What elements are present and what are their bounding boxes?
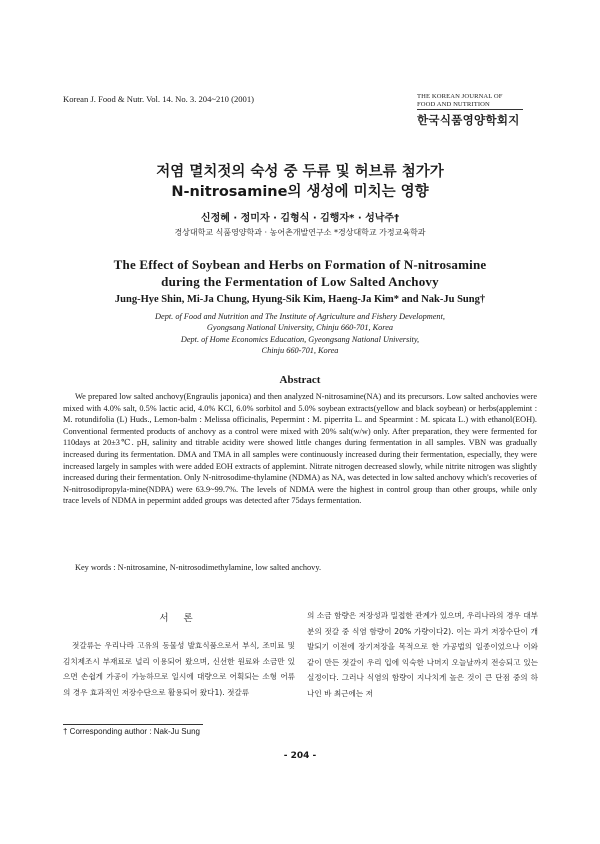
korean-title — [0, 162, 600, 202]
journal-name-rule — [417, 109, 523, 110]
intro-paragraph-left: 젓갈류는 우리나라 고유의 동물성 발효식품으로서 부식, 조미료 및 김치제조시 부재료로 널리 이용되어 왔으며, 신선한 원료와 소금만 있으면 손쉽게 가공이 가능하므로 일시에 대량으로 어획되는 소형 어류의 경우 효과적인 저장수단으로 활용되어 왔다1). 젓갈류 — [63, 641, 295, 697]
affiliation-line: Gyongsang National University, Chinju 660-701, Korea — [206, 323, 394, 333]
page-number: - 204 - — [283, 751, 317, 761]
journal-name-box — [417, 93, 523, 128]
journal-name-ko: 한국식품영양학회지 — [417, 113, 520, 127]
section-heading-introduction: 서 론 — [159, 613, 199, 624]
corresponding-author-footnote: † Corresponding author : Nak-Ju Sung — [63, 727, 200, 736]
journal-citation: Korean J. Food & Nutr. Vol. 14. No. 3. 204~210 (2001) — [63, 94, 255, 104]
english-affiliation — [0, 311, 600, 357]
english-title-line1: The Effect of Soybean and Herbs on Formation of N-nitrosamine — [113, 257, 487, 272]
abstract-text: We prepared low salted anchovy(Engraulis japonica) and then analyzed N-nitrosamine(NA) and its precursors. Low salted anchovies were mixed with 4.0% salt, 0.5% lactic acid, 4.0% KCl, 6.0% sorbitol and 5.0% soybean extracts(yellow and black soybean) or herbs(applemint : M. rotundifolia (L) Huds., Lemon-balm : Melissa officinalis, Pepermint : M. piperrita L. and Spearmint : M. spicata L.) with ethanol(EOH). Conventional fermented products of anchovy as a control were mixed with 20% salt(w/w) only. After preparation, they were fermented for 110days at 20±3℃. pH, salinity and titrable acidity were showed little changes during fermentation in all samples. VBN was gradually increased during its fermentation. DMA and TMA in all samples were continuously increased during their fermentation, especially, they were increased largely in samples with were added EOH extracts of applemint. Nitrate nitrogen decreased slowly, while nitrite nitrogen was slightly increased during their fermentation. Only N-nitrosodime-thylamine (NDMA) as NA, was detected in low salted anchovy which's recoveries of N-nitrosodipropyla-mine(NDPA) were 63.9~99.7%. The levels of NDMA were the highest in control group than other groups, while only trace levels of NDMA in pepermint added groups was detected after 75days fermentation. — [63, 392, 537, 506]
english-title-line2: during the Fermentation of Low Salted Anchovy — [161, 274, 439, 289]
english-authors: Jung-Hye Shin, Mi-Ja Chung, Hyung-Sik Kim, Haeng-Ja Kim* and Nak-Ju Sung† — [114, 294, 486, 305]
intro-paragraph-right: 의 소금 함량은 저장성과 밀접한 관계가 있으며, 우리나라의 경우 대부분의 젓갈 중 식염 함량이 20% 가량이다2). 이는 과거 저장수단이 개발되기 이전에 장기저장을 목적으로 한 가공법의 일종이었으나 이와 같이 만든 젓갈이 우리 입에 익숙한 나머지 오늘날까지 전승되고 있는 실정이다. 그러나 식염의 함량이 지나치게 높은 것이 큰 단점 중의 하나인 바 최근에는 저 — [307, 611, 538, 698]
korean-authors: 신정혜 · 정미자 · 김형식 · 김행자* · 성낙주† — [200, 213, 400, 224]
body-right-column — [307, 608, 538, 701]
affiliation-line: Chinju 660-701, Korea — [261, 346, 339, 356]
korean-affiliation: 경상대학교 식품영양학과 · 농어촌개발연구소 *경상대학교 가정교육학과 — [174, 228, 426, 237]
korean-title-line2: N-nitrosamine의 생성에 미치는 영향 — [171, 184, 429, 200]
korean-title-line1: 저염 멸치젓의 숙성 중 두류 및 허브류 첨가가 — [156, 164, 444, 180]
keywords: Key words : N-nitrosamine, N-nitrosodimethylamine, low salted anchovy. — [75, 563, 322, 572]
abstract-heading: Abstract — [279, 374, 321, 386]
journal-name-en-line1: THE KOREAN JOURNAL OF — [417, 93, 503, 100]
body-left-column — [63, 610, 295, 700]
affiliation-line: Dept. of Food and Nutrition and The Institute of Agriculture and Fishery Development, — [155, 312, 445, 321]
affiliation-line: Dept. of Home Economics Education, Gyeongsang National University, — [180, 334, 420, 344]
english-title — [0, 256, 600, 290]
journal-name-en-line2: FOOD AND NUTRITION — [417, 101, 490, 108]
footnote-divider — [63, 724, 203, 725]
